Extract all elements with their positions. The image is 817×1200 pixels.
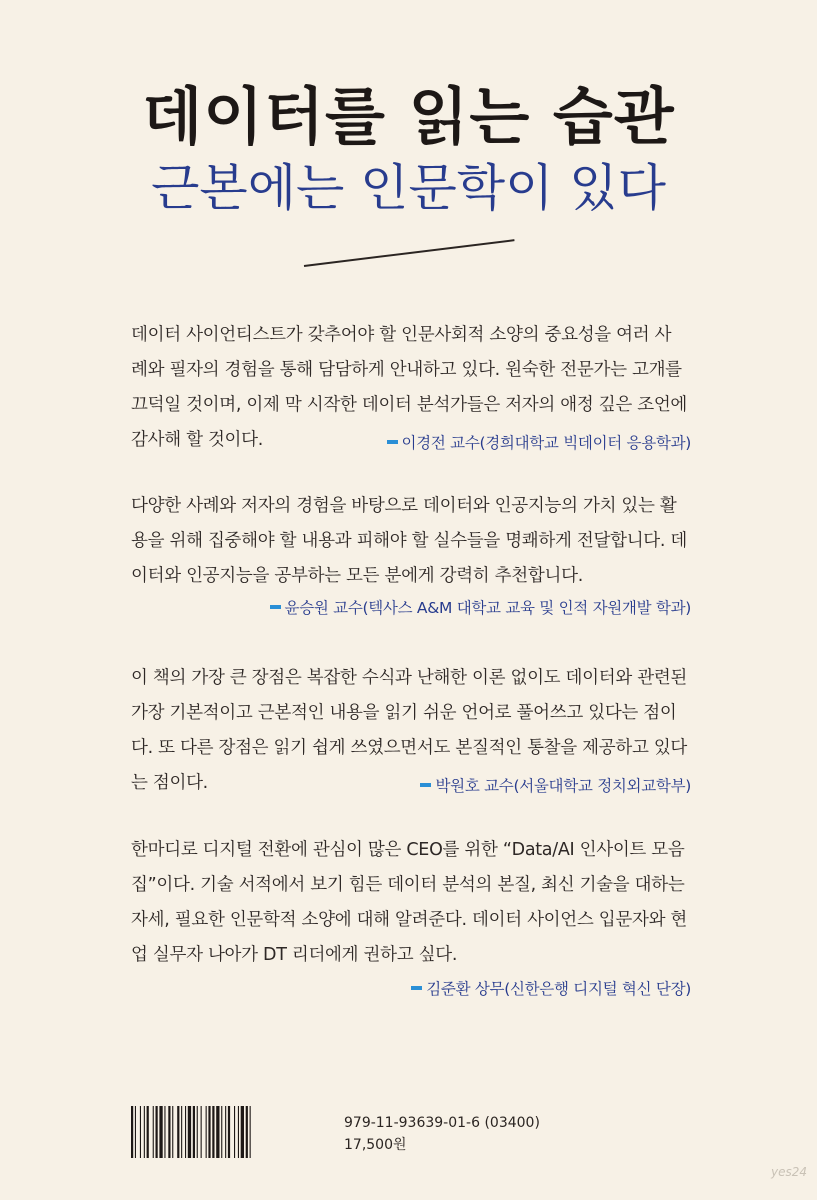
review-text: 데이터 사이언티스트가 갖추어야 할 인문사회적 소양의 중요성을 여러 사 례와 필자의 경험을 통해 담담하게 안내하고 있다. 원숙한 전문가는 고개를 끄덕일 것이며, 이제 막 시작한 데이터 분석가들은 저자의 애정 깊은 조언에 감사해 할 것이다.: [131, 325, 688, 450]
watermark-logo: yes24: [771, 1165, 808, 1179]
dash-icon: [411, 986, 422, 990]
isbn-block: [344, 1112, 540, 1156]
review-text: 다양한 사례와 저자의 경험을 바탕으로 데이터와 인공지능의 가치 있는 활 용을 위해 집중해야 할 내용과 피해야 할 실수들을 명쾌하게 전달합니다. 데 이터와 인공지능을 공부하는 모든 분에게 강력히 추천합니다.: [131, 496, 688, 586]
dash-icon: [387, 440, 398, 444]
barcode-icon: [131, 1106, 331, 1158]
divider-line: [304, 239, 515, 267]
review-text: 한마디로 디지털 전환에 관심이 많은 CEO를 위한 “Data/AI 인사이트 모음 집”이다. 기술 서적에서 보기 힘든 데이터 분석의 본질, 최신 기술을 대하는 자세, 필요한 인문학적 소양에 대해 알려준다. 데이터 사이언스 입문자와 현 업 실무자 나아가 DT 리더에게 권하고 싶다.: [131, 840, 688, 965]
isbn-number: 979-11-93639-01-6 (03400): [344, 1115, 540, 1131]
review-block-3: [131, 661, 691, 801]
price: 17,500원: [344, 1137, 407, 1153]
review-block-2: [131, 489, 691, 620]
book-title: 데이터를 읽는 습관: [142, 80, 675, 153]
review-attribution: 이경전 교수(경희대학교 빅데이터 응용학과): [387, 431, 692, 455]
dash-icon: [420, 783, 431, 787]
review-attribution: 박원호 교수(서울대학교 정치외교학부): [420, 774, 691, 798]
review-text: 이 책의 가장 큰 장점은 복잡한 수식과 난해한 이론 없이도 데이터와 관련된 가장 기본적이고 근본적인 내용을 읽기 쉬운 언어로 풀어쓰고 있다는 점이 다. 또 다른 장점은 읽기 쉽게 쓰였으면서도 본질적인 통찰을 제공하고 있다 는 점이다.: [131, 668, 688, 793]
dash-icon: [270, 605, 281, 609]
book-subtitle: 근본에는 인문학이 있다: [151, 159, 666, 217]
review-block-1: [131, 318, 691, 458]
review-block-4: [131, 833, 691, 1001]
review-attribution: 김준환 상무(신한은행 디지털 혁신 단장): [131, 977, 691, 1001]
review-attribution: 윤승원 교수(텍사스 A&M 대학교 교육 및 인적 자원개발 학과): [131, 596, 691, 620]
